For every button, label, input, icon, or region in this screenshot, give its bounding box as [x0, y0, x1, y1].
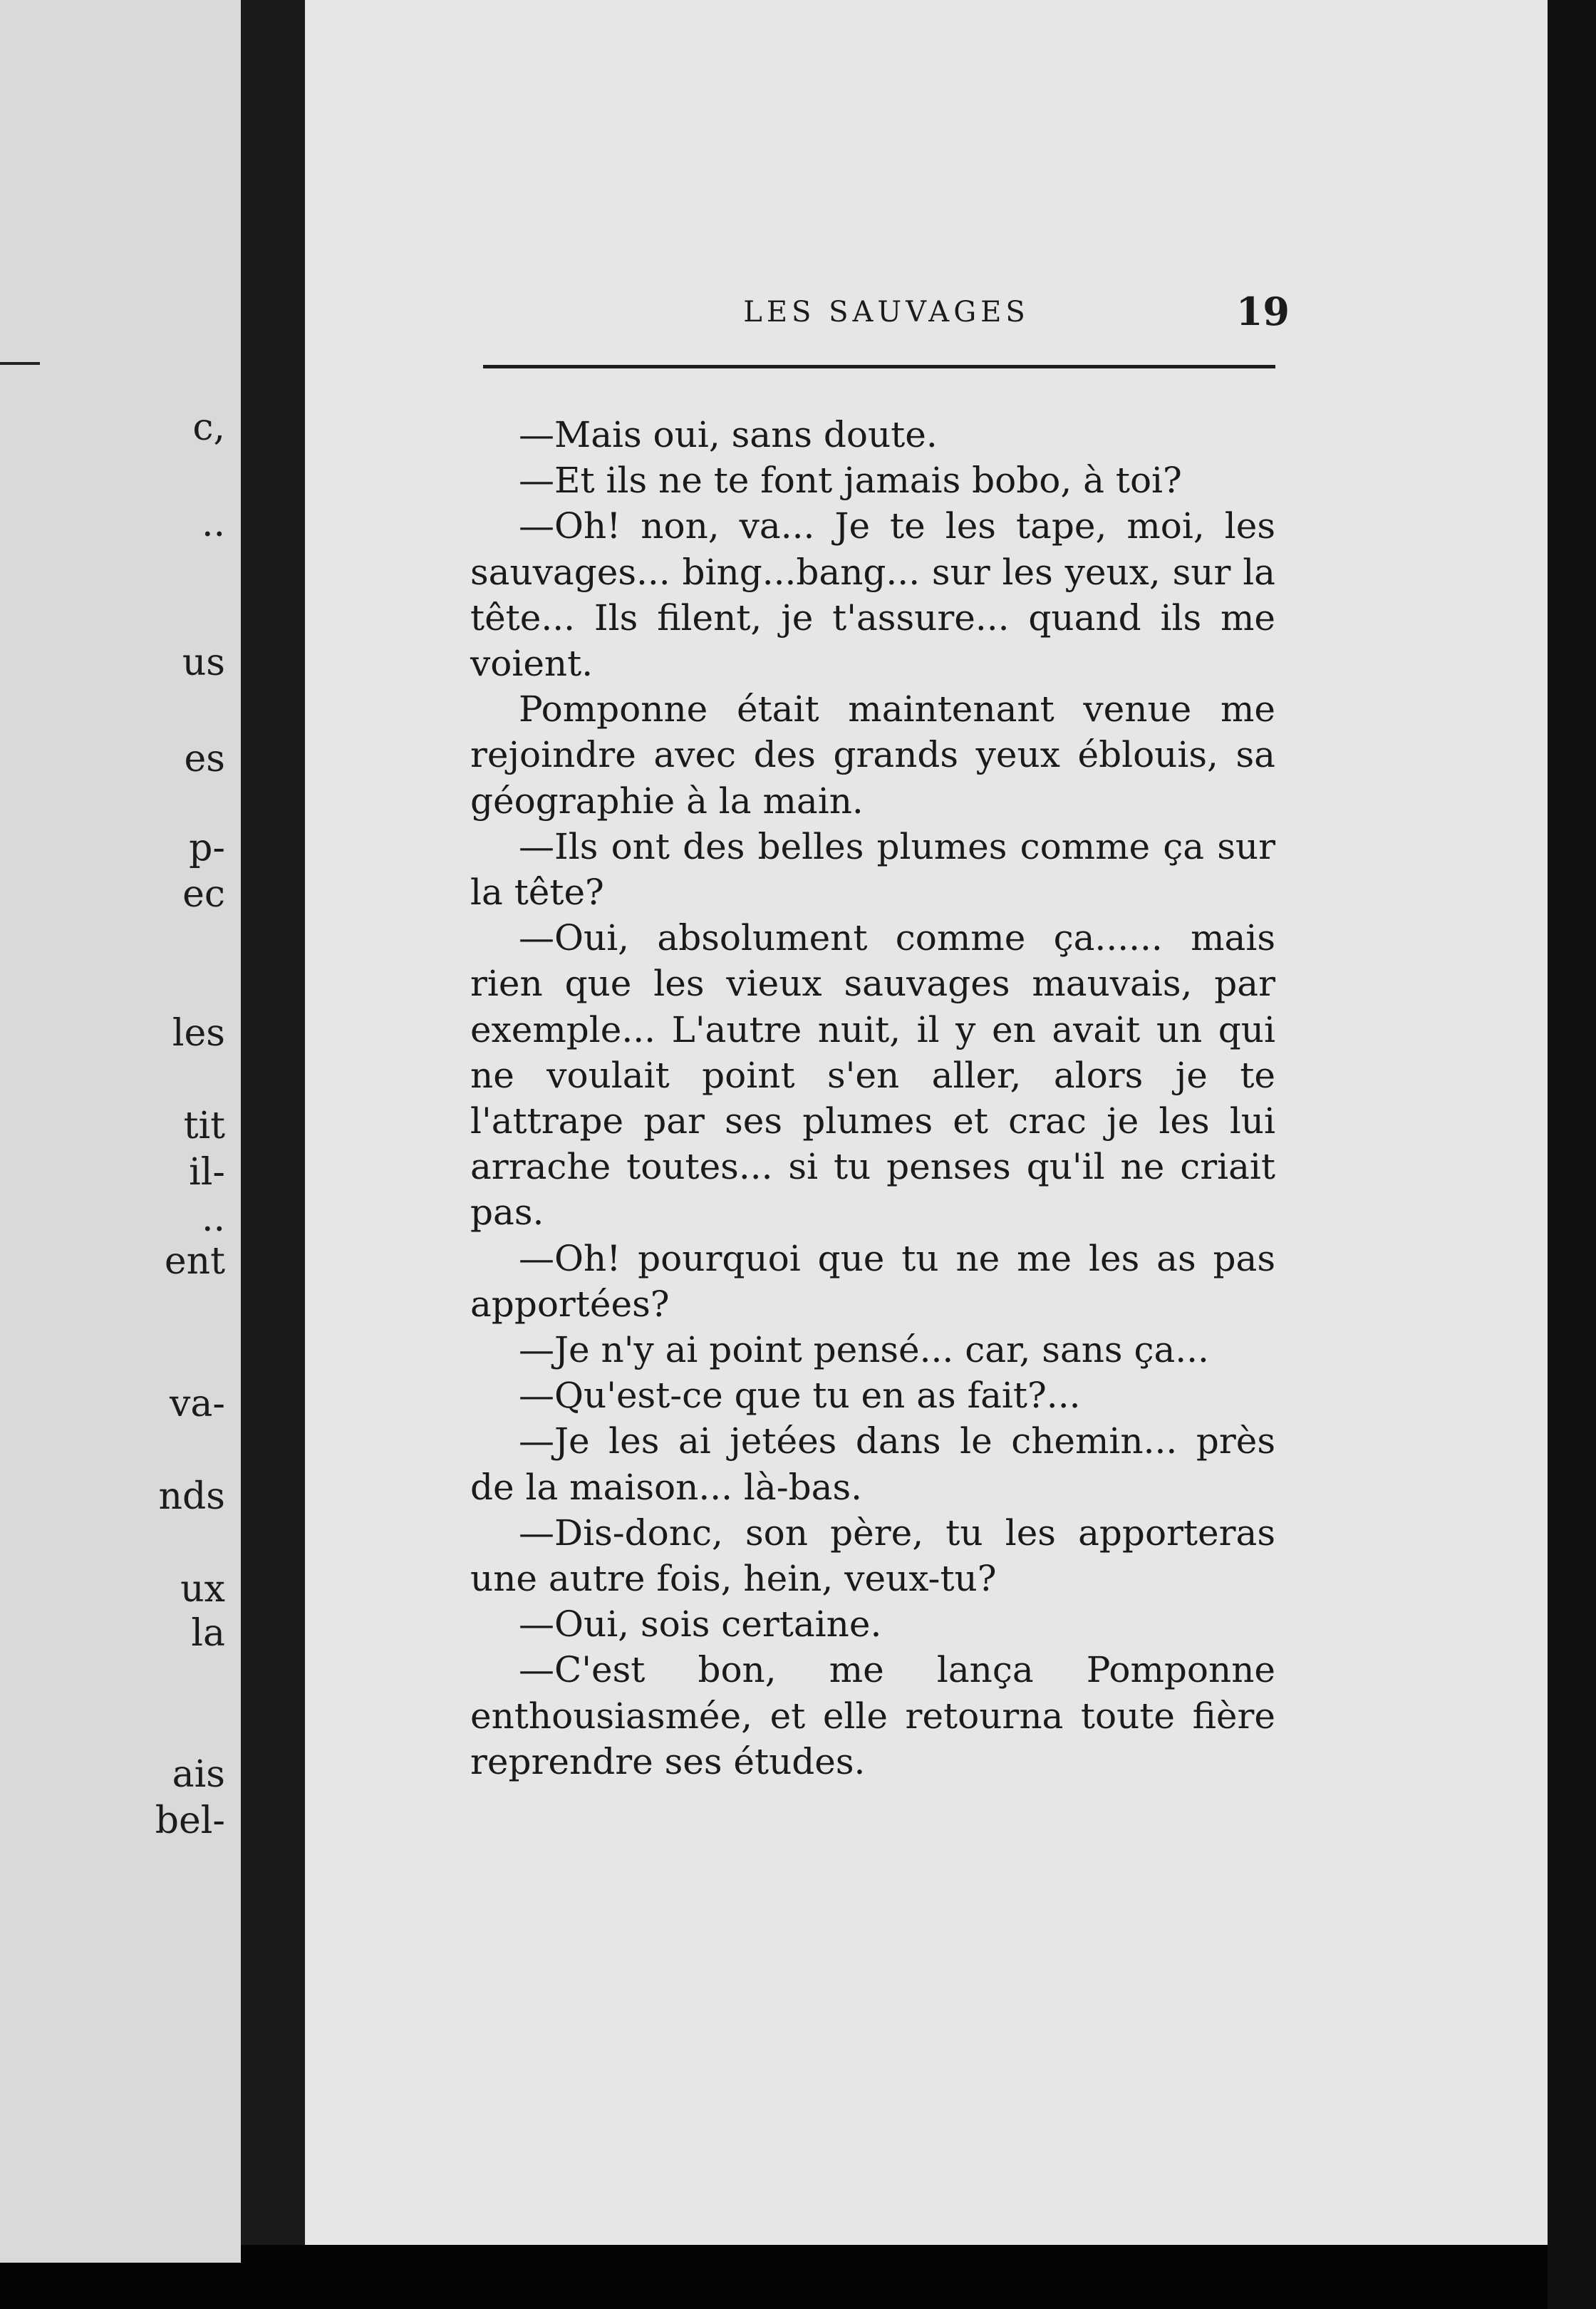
previous-page-fragment: ec [182, 873, 225, 916]
paragraph: —Je n'y ai point pensé... car, sans ça... [519, 1329, 1209, 1371]
paragraph: —Je les ai jetées dans le chemin... près de la maison... là-bas. [470, 1420, 1275, 1508]
previous-page-header-rule [0, 362, 40, 365]
previous-page-fragment: ais [172, 1753, 225, 1796]
paragraph: —Oui, sois certaine. [519, 1603, 882, 1646]
paragraph: —Ils ont des belles plumes comme ça sur la tête? [470, 825, 1275, 914]
paragraph: —C'est bon, me lança Pomponne enthousiasmée, et elle retourna toute fière reprendre ses études. [470, 1649, 1275, 1782]
paragraph: Pomponne était maintenant venue me rejoindre avec des grands yeux éblouis, sa géographie à la main. [470, 688, 1275, 822]
previous-page-fragment: .. [201, 502, 225, 545]
previous-page-fragment: p- [189, 827, 225, 869]
paragraph: —Dis-donc, son père, tu les apporteras une autre fois, hein, veux-tu? [470, 1512, 1275, 1600]
previous-page-fragment: c, [192, 406, 225, 449]
header-rule [483, 365, 1275, 368]
paragraph: —Oh! pourquoi que tu ne me les as pas apportées? [470, 1237, 1275, 1325]
paragraph: —Oh! non, va... Je te les tape, moi, les sauvages... bing...bang... sur les yeux, sur la tête... Ils filent, je t'assure... quand ils me voient. [470, 505, 1275, 685]
previous-page-fragment: us [182, 641, 225, 684]
body-text [470, 412, 1275, 1784]
page-edge-shadow [1548, 0, 1596, 2309]
previous-page-fragment: .. [201, 1197, 225, 1240]
paragraph: —Mais oui, sans doute. [519, 414, 938, 455]
previous-page [0, 0, 241, 2263]
paragraph: —Et ils ne te font jamais bobo, à toi? [519, 460, 1182, 502]
page-header [483, 289, 1290, 339]
previous-page-fragment: es [184, 738, 225, 780]
previous-page-fragment: il- [189, 1151, 225, 1194]
book-page [305, 0, 1548, 2245]
previous-page-fragment: la [191, 1612, 225, 1655]
previous-page-fragment: va- [170, 1383, 225, 1425]
previous-page-fragment: bel- [155, 1799, 225, 1842]
previous-page-fragment: tit [183, 1105, 225, 1147]
previous-page-fragment: les [172, 1012, 225, 1055]
paragraph: —Oui, absolument comme ça...... mais rien que les vieux sauvages mauvais, par exemple... L'autre nuit, il y en avait un qui ne voulait point s'en aller, alors je te l'attrape par ses plumes et crac je les lui arrache toutes... si tu penses qu'il ne criait pas. [470, 917, 1275, 1234]
previous-page-fragment: ux [180, 1568, 225, 1611]
previous-page-fragment: nds [158, 1475, 225, 1518]
page-number: 19 [1235, 289, 1290, 334]
book-gutter [241, 0, 305, 2245]
paragraph: —Qu'est-ce que tu en as fait?... [519, 1375, 1081, 1417]
previous-page-fragment: ent [164, 1240, 225, 1283]
running-head: LES SAUVAGES [743, 296, 1030, 329]
